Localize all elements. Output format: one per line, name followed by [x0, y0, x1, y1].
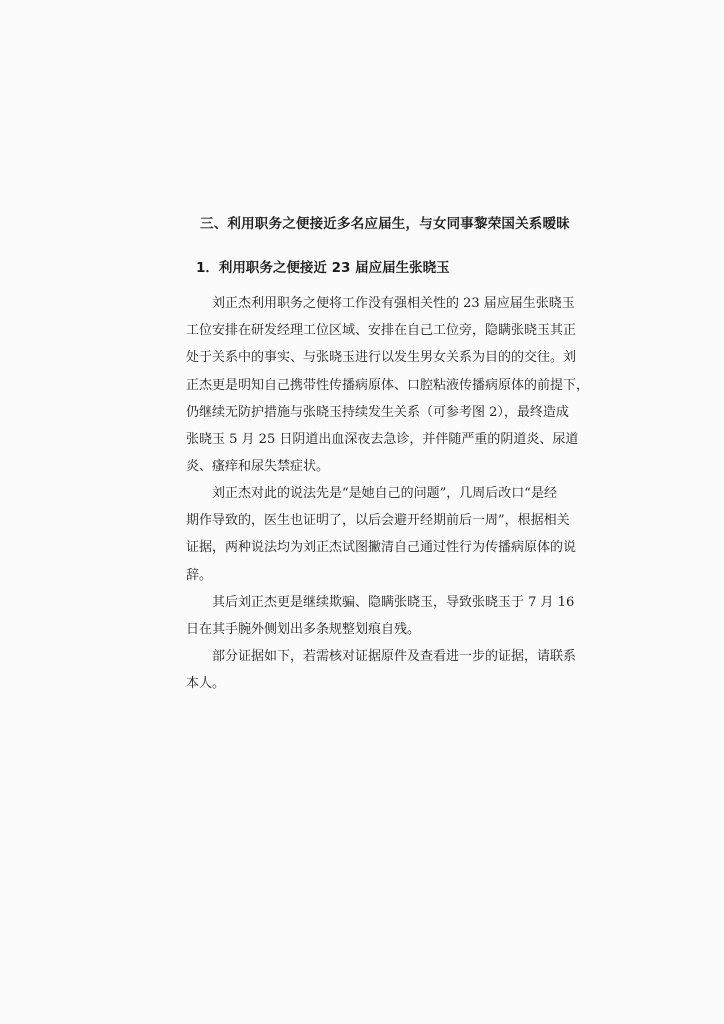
paragraph-line: 仍继续无防护措施与张晓玉持续发生关系（可参考图 2），最终造成	[186, 404, 569, 420]
paragraph-line: 部分证据如下，若需核对证据原件及查看进一步的证据，请联系	[212, 649, 577, 664]
paragraph-line: 日在其手腕外侧划出多条规整划痕自残。	[186, 622, 421, 638]
paragraph-line: 处于关系中的事实、与张晓玉进行以发生男女关系为目的的交往。刘	[186, 350, 577, 366]
paragraph-line: 张晓玉 5 月 25 日阴道出血深夜去急诊，并伴随严重的阴道炎、尿道	[186, 431, 579, 447]
paragraph-line: 本人。	[186, 676, 226, 692]
section-heading: 三、利用职务之便接近多名应届生，与女同事黎荣国关系暧昧	[200, 216, 570, 232]
paragraph-line: 工位安排在研发经理工位区域、安排在自己工位旁，隐瞒张晓玉其正	[186, 323, 577, 339]
paragraph-4	[186, 643, 577, 697]
paragraph-line: 正杰更是明知自己携带性传播病原体、口腔粘液传播病原体的前提下，	[186, 377, 590, 393]
paragraph-line: 炎、瘙痒和尿失禁症状。	[186, 459, 330, 475]
paragraph-line: 证据，两种说法均为刘正杰试图撇清自己通过性行为传播病原体的说	[186, 540, 577, 556]
paragraph-line: 刘正杰利用职务之便将工作没有强相关性的 23 届应届生张晓玉	[212, 296, 575, 311]
paragraph-line: 辞。	[186, 567, 213, 583]
paragraph-3	[186, 589, 575, 643]
paragraph-line: 刘正杰对此的说法先是“是她自己的问题”，几周后改口“是经	[212, 486, 557, 501]
paragraph-line: 期作导致的，医生也证明了，以后会避开经期前后一周”，根据相关	[186, 513, 570, 529]
paragraph-1	[186, 290, 590, 480]
paragraph-2	[186, 480, 577, 589]
sub-heading: 1．利用职务之便接近 23 届应届生张晓玉	[196, 260, 450, 276]
paragraph-line: 其后刘正杰更是继续欺骗、隐瞒张晓玉，导致张晓玉于 7 月 16	[212, 595, 575, 610]
